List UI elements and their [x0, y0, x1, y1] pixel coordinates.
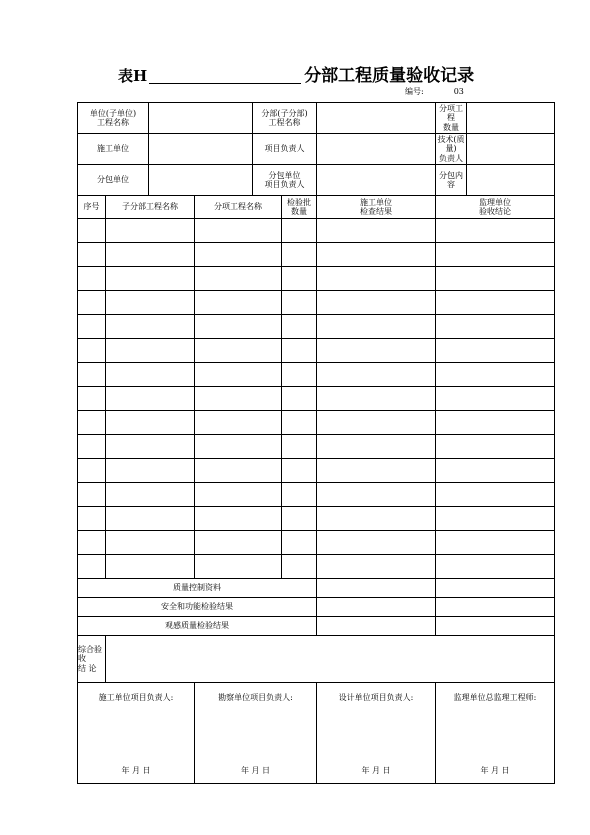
row-item-name-cell[interactable] — [195, 363, 282, 387]
sub-content-label: 分包内容 — [436, 165, 467, 196]
table-row — [78, 411, 555, 435]
row-sub-project-cell[interactable] — [106, 411, 195, 435]
row-supervisor-result-cell[interactable] — [436, 243, 555, 267]
row-contractor-result-cell[interactable] — [317, 411, 436, 435]
item-count-value[interactable] — [467, 103, 555, 134]
tech-manager-label: 技术(质量) 负责人 — [437, 135, 465, 163]
row-supervisor-result-cell[interactable] — [436, 387, 555, 411]
row-item-name-cell[interactable] — [195, 555, 282, 579]
row-sub-project-cell[interactable] — [106, 459, 195, 483]
table-number-blank[interactable] — [149, 67, 301, 84]
conclusion-label: 综合验收 结 论 — [78, 636, 106, 683]
acceptance-record-table — [77, 102, 555, 784]
row-supervisor-result-cell[interactable] — [436, 411, 555, 435]
quality-docs-supervisor[interactable] — [436, 579, 555, 598]
code-value: 03 — [453, 87, 464, 96]
row-supervisor-result-cell[interactable] — [436, 291, 555, 315]
row-item-name-cell[interactable] — [195, 507, 282, 531]
row-no-cell[interactable] — [78, 483, 106, 507]
row-contractor-result-cell[interactable] — [317, 459, 436, 483]
info-row-3 — [78, 165, 555, 196]
row-contractor-result-cell[interactable] — [317, 387, 436, 411]
sub-manager-label: 分包单位 项目负责人 — [253, 165, 317, 196]
row-supervisor-result-cell[interactable] — [436, 555, 555, 579]
row-no-cell[interactable] — [78, 267, 106, 291]
table-row — [78, 243, 555, 267]
row-contractor-result-cell[interactable] — [317, 315, 436, 339]
project-manager-value[interactable] — [317, 134, 436, 165]
col-supervisor-result: 监理单位 验收结论 — [436, 196, 555, 219]
row-supervisor-result-cell[interactable] — [436, 339, 555, 363]
table-row — [78, 339, 555, 363]
row-contractor-result-cell[interactable] — [317, 339, 436, 363]
safety-results-contractor[interactable] — [317, 598, 436, 617]
sub-project-value[interactable] — [317, 103, 436, 134]
row-sub-project-cell[interactable] — [106, 387, 195, 411]
title-prefix: 表H — [118, 67, 148, 85]
conclusion-row — [78, 636, 555, 683]
row-sub-project-cell[interactable] — [106, 267, 195, 291]
row-item-name-cell[interactable] — [195, 531, 282, 555]
row-supervisor-result-cell[interactable] — [436, 507, 555, 531]
row-batch-count-cell[interactable] — [282, 363, 317, 387]
row-contractor-result-cell[interactable] — [317, 555, 436, 579]
contractor-value[interactable] — [149, 134, 253, 165]
row-no-cell[interactable] — [78, 291, 106, 315]
row-sub-project-cell[interactable] — [106, 435, 195, 459]
table-row — [78, 531, 555, 555]
row-sub-project-cell[interactable] — [106, 483, 195, 507]
signature-contractor-label: 施工单位项目负责人: — [98, 693, 174, 702]
sub-content-value[interactable] — [467, 165, 555, 196]
signature-contractor[interactable] — [78, 683, 195, 784]
code-label: 编号: — [405, 87, 424, 96]
table-row — [78, 459, 555, 483]
row-no-cell[interactable] — [78, 339, 106, 363]
table-row — [78, 315, 555, 339]
row-supervisor-result-cell[interactable] — [436, 219, 555, 243]
signature-contractor-date: 年 月 日 — [121, 765, 151, 775]
conclusion-value[interactable] — [106, 636, 555, 683]
row-item-name-cell[interactable] — [195, 411, 282, 435]
summary-row-safety — [78, 598, 555, 617]
row-no-cell[interactable] — [78, 219, 106, 243]
signature-survey[interactable] — [195, 683, 317, 784]
signature-supervisor[interactable] — [436, 683, 555, 784]
row-sub-project-cell[interactable] — [106, 363, 195, 387]
table-row — [78, 267, 555, 291]
table-row — [78, 483, 555, 507]
row-sub-project-cell[interactable] — [106, 507, 195, 531]
row-contractor-result-cell[interactable] — [317, 291, 436, 315]
row-batch-count-cell[interactable] — [282, 315, 317, 339]
row-no-cell[interactable] — [78, 363, 106, 387]
signature-supervisor-date: 年 月 日 — [480, 765, 510, 775]
row-item-name-cell[interactable] — [195, 387, 282, 411]
record-code — [405, 86, 464, 97]
signature-design-label: 设计单位项目负责人: — [338, 693, 414, 702]
row-contractor-result-cell[interactable] — [317, 363, 436, 387]
title-main: 分部工程质量验收记录 — [304, 66, 475, 86]
row-contractor-result-cell[interactable] — [317, 483, 436, 507]
row-supervisor-result-cell[interactable] — [436, 435, 555, 459]
col-item-name: 分项工程名称 — [195, 196, 282, 219]
unit-project-label: 单位(子单位) 工程名称 — [78, 103, 149, 134]
row-supervisor-result-cell[interactable] — [436, 267, 555, 291]
appearance-results-label: 观感质量检验结果 — [78, 617, 317, 636]
subcontractor-label: 分包单位 — [78, 165, 149, 196]
row-supervisor-result-cell[interactable] — [436, 315, 555, 339]
row-contractor-result-cell[interactable] — [317, 243, 436, 267]
project-manager-label: 项目负责人 — [253, 134, 317, 165]
col-batch-count: 检验批 数量 — [282, 196, 317, 219]
row-item-name-cell[interactable] — [195, 459, 282, 483]
row-supervisor-result-cell[interactable] — [436, 459, 555, 483]
row-batch-count-cell[interactable] — [282, 555, 317, 579]
row-sub-project-cell[interactable] — [106, 555, 195, 579]
row-batch-count-cell[interactable] — [282, 459, 317, 483]
row-batch-count-cell[interactable] — [282, 483, 317, 507]
subcontractor-value[interactable] — [149, 165, 253, 196]
table-row — [78, 219, 555, 243]
row-batch-count-cell[interactable] — [282, 267, 317, 291]
table-row — [78, 507, 555, 531]
row-no-cell[interactable] — [78, 435, 106, 459]
column-header-row — [78, 196, 555, 219]
contractor-label: 施工单位 — [78, 134, 149, 165]
signature-row — [78, 683, 555, 784]
sub-manager-value[interactable] — [317, 165, 436, 196]
row-contractor-result-cell[interactable] — [317, 267, 436, 291]
info-row-1 — [78, 103, 555, 134]
row-sub-project-cell[interactable] — [106, 339, 195, 363]
row-batch-count-cell[interactable] — [282, 291, 317, 315]
col-contractor-result: 施工单位 检查结果 — [317, 196, 436, 219]
col-sub-project-name: 子分部工程名称 — [106, 196, 195, 219]
row-no-cell[interactable] — [78, 315, 106, 339]
row-batch-count-cell[interactable] — [282, 387, 317, 411]
row-supervisor-result-cell[interactable] — [436, 363, 555, 387]
appearance-results-supervisor[interactable] — [436, 617, 555, 636]
row-item-name-cell[interactable] — [195, 483, 282, 507]
row-sub-project-cell[interactable] — [106, 243, 195, 267]
table-row — [78, 387, 555, 411]
row-batch-count-cell[interactable] — [282, 507, 317, 531]
signature-design[interactable] — [317, 683, 436, 784]
row-no-cell[interactable] — [78, 555, 106, 579]
row-supervisor-result-cell[interactable] — [436, 531, 555, 555]
appearance-results-contractor[interactable] — [317, 617, 436, 636]
item-count-label: 分项工程 数量 — [436, 103, 467, 134]
row-sub-project-cell[interactable] — [106, 219, 195, 243]
signature-survey-label: 勘察单位项目负责人: — [218, 693, 293, 702]
row-item-name-cell[interactable] — [195, 219, 282, 243]
col-no: 序号 — [78, 196, 106, 219]
row-item-name-cell[interactable] — [195, 435, 282, 459]
row-contractor-result-cell[interactable] — [317, 435, 436, 459]
row-item-name-cell[interactable] — [195, 339, 282, 363]
summary-row-appearance — [78, 617, 555, 636]
row-item-name-cell[interactable] — [195, 291, 282, 315]
signature-supervisor-label: 监理单位总监理工程师: — [453, 693, 537, 702]
signature-survey-date: 年 月 日 — [240, 765, 271, 775]
row-batch-count-cell[interactable] — [282, 531, 317, 555]
page-title — [118, 62, 474, 86]
table-row — [78, 363, 555, 387]
row-contractor-result-cell[interactable] — [317, 507, 436, 531]
safety-results-supervisor[interactable] — [436, 598, 555, 617]
row-item-name-cell[interactable] — [195, 315, 282, 339]
row-item-name-cell[interactable] — [195, 267, 282, 291]
row-sub-project-cell[interactable] — [106, 531, 195, 555]
row-batch-count-cell[interactable] — [282, 411, 317, 435]
row-no-cell[interactable] — [78, 411, 106, 435]
row-batch-count-cell[interactable] — [282, 219, 317, 243]
row-batch-count-cell[interactable] — [282, 339, 317, 363]
table-row — [78, 435, 555, 459]
table-row — [78, 291, 555, 315]
tech-manager-value[interactable] — [467, 134, 555, 165]
summary-row-quality — [78, 579, 555, 598]
row-contractor-result-cell[interactable] — [317, 531, 436, 555]
safety-results-label: 安全和功能检验结果 — [78, 598, 317, 617]
row-no-cell[interactable] — [78, 387, 106, 411]
row-item-name-cell[interactable] — [195, 243, 282, 267]
row-contractor-result-cell[interactable] — [317, 219, 436, 243]
row-batch-count-cell[interactable] — [282, 243, 317, 267]
row-batch-count-cell[interactable] — [282, 435, 317, 459]
row-sub-project-cell[interactable] — [106, 315, 195, 339]
row-supervisor-result-cell[interactable] — [436, 483, 555, 507]
signature-design-date: 年 月 日 — [361, 765, 391, 775]
row-no-cell[interactable] — [78, 531, 106, 555]
info-row-2 — [78, 134, 555, 165]
table-row — [78, 555, 555, 579]
row-no-cell[interactable] — [78, 243, 106, 267]
sub-project-label: 分部(子分部) 工程名称 — [253, 103, 317, 134]
data-rows — [78, 219, 555, 579]
unit-project-value[interactable] — [149, 103, 253, 134]
quality-docs-label: 质量控制资料 — [78, 579, 317, 598]
row-no-cell[interactable] — [78, 459, 106, 483]
quality-docs-contractor[interactable] — [317, 579, 436, 598]
row-sub-project-cell[interactable] — [106, 291, 195, 315]
row-no-cell[interactable] — [78, 507, 106, 531]
